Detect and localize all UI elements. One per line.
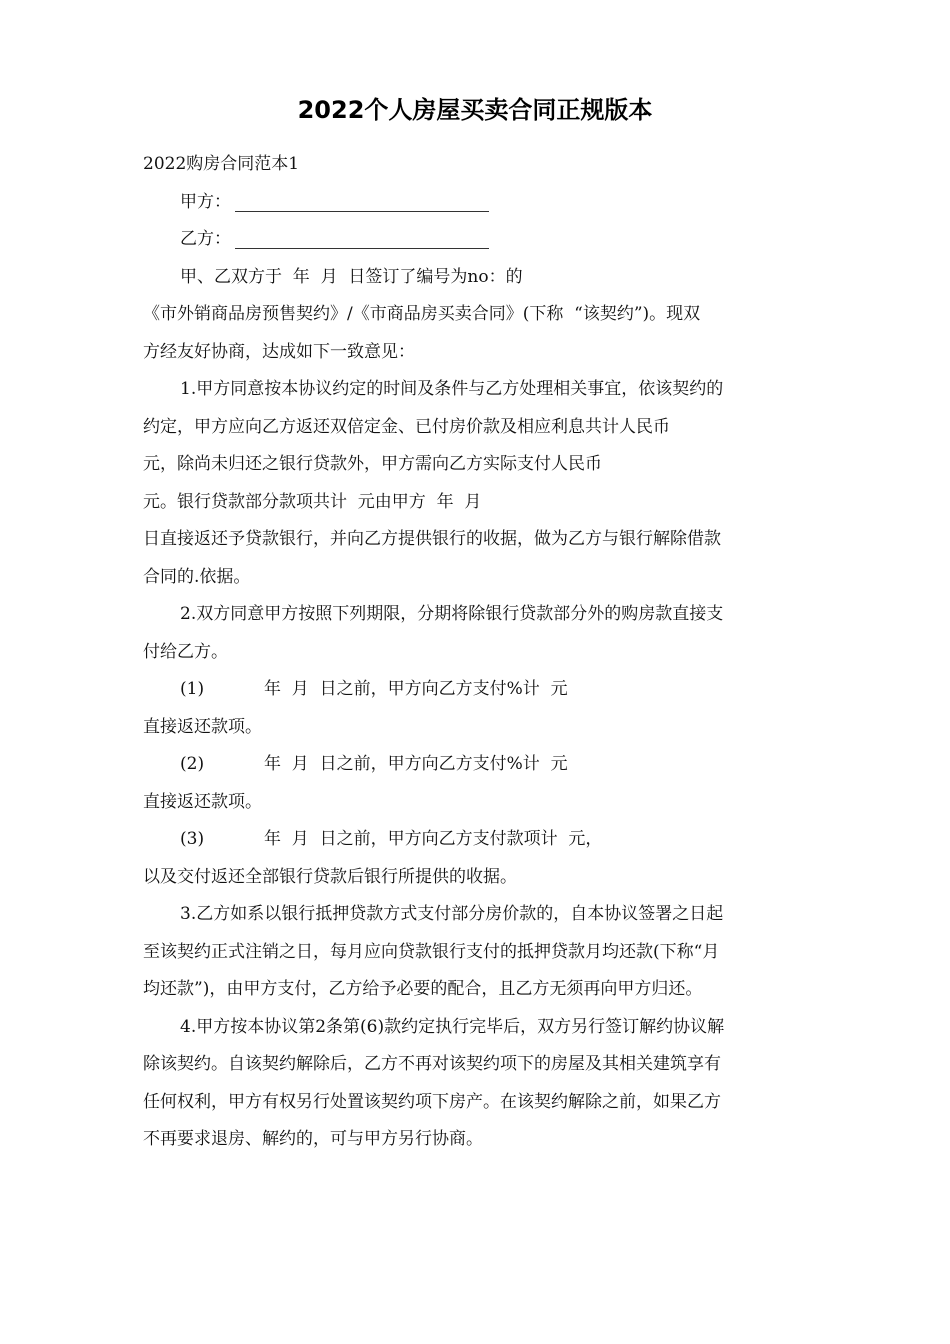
item-text: 年 月 日之前，甲方向乙方支付款项计 元， [264, 829, 603, 849]
installment-3 [143, 821, 807, 859]
text-line: 以及交付返还全部银行贷款后银行所提供的收据。 [143, 866, 517, 887]
text-line: 直接返还款项。 [143, 716, 262, 737]
text-line: 均还款”)，由甲方支付，乙方给予必要的配合，且乙方无须再向甲方归还。 [143, 979, 703, 999]
text-line: 不再要求退房、解约的，可与甲方另行协商。 [143, 1129, 483, 1149]
party-b-blank [235, 226, 489, 249]
installment-2 [143, 746, 807, 784]
item-number: (2) [180, 754, 205, 774]
text-line: 元，除尚未归还之银行贷款外，甲方需向乙方实际支付人民币 [143, 454, 602, 474]
text-line: 《市外销商品房预售契约》/《市商品房买卖合同》(下称 “该契约”)。现双 [143, 304, 701, 324]
party-a-line [143, 184, 807, 222]
document-body [143, 146, 807, 1159]
party-b-line [143, 221, 807, 259]
party-a-blank [235, 189, 489, 212]
party-b-label: 乙方： [180, 229, 231, 249]
item-number: (1) [180, 679, 205, 699]
document-title: 2022个人房屋买卖合同正规版本 [297, 96, 653, 124]
contract-subtitle: 2022购房合同范本1 [143, 154, 300, 174]
text-line: 至该契约正式注销之日，每月应向贷款银行支付的抵押贷款月均还款(下称“月 [143, 941, 720, 962]
item-number: (3) [180, 829, 205, 849]
text-line: 甲、乙双方于 年 月 日签订了编号为no：的 [180, 266, 523, 287]
text-line: 任何权利，甲方有权另行处置该契约项下房产。在该契约解除之前，如果乙方 [143, 1091, 721, 1112]
clause-2: 2.双方同意甲方按照下列期限，分期将除银行贷款部分外的购房款直接支 [180, 604, 724, 624]
item-text: 年 月 日之前，甲方向乙方支付%计 元 [264, 679, 568, 699]
party-a-label: 甲方： [180, 191, 231, 212]
text-line: 付给乙方。 [143, 641, 228, 662]
clause-3: 3.乙方如系以银行抵押贷款方式支付部分房价款的，自本协议签署之日起 [180, 904, 724, 924]
text-line: 元。银行贷款部分款项共计 元由甲方 年 月 [143, 491, 482, 512]
text-line: 约定，甲方应向乙方返还双倍定金、已付房价款及相应利息共计人民币 [143, 416, 670, 437]
text-line: 直接返还款项。 [143, 791, 262, 812]
text-line: 除该契约。自该契约解除后，乙方不再对该契约项下的房屋及其相关建筑享有 [143, 1054, 721, 1074]
clause-4: 4.甲方按本协议第2条第(6)款约定执行完毕后，双方另行签订解约协议解 [180, 1016, 725, 1037]
text-line: 合同的.依据。 [143, 566, 251, 587]
installment-1 [143, 671, 807, 709]
text-line: 日直接返还予贷款银行，并向乙方提供银行的收据，做为乙方与银行解除借款 [143, 529, 721, 549]
item-text: 年 月 日之前，甲方向乙方支付%计 元 [264, 754, 568, 774]
clause-1: 1.甲方同意按本协议约定的时间及条件与乙方处理相关事宜，依该契约的 [180, 379, 724, 399]
text-line: 方经友好协商，达成如下一致意见： [143, 341, 415, 362]
